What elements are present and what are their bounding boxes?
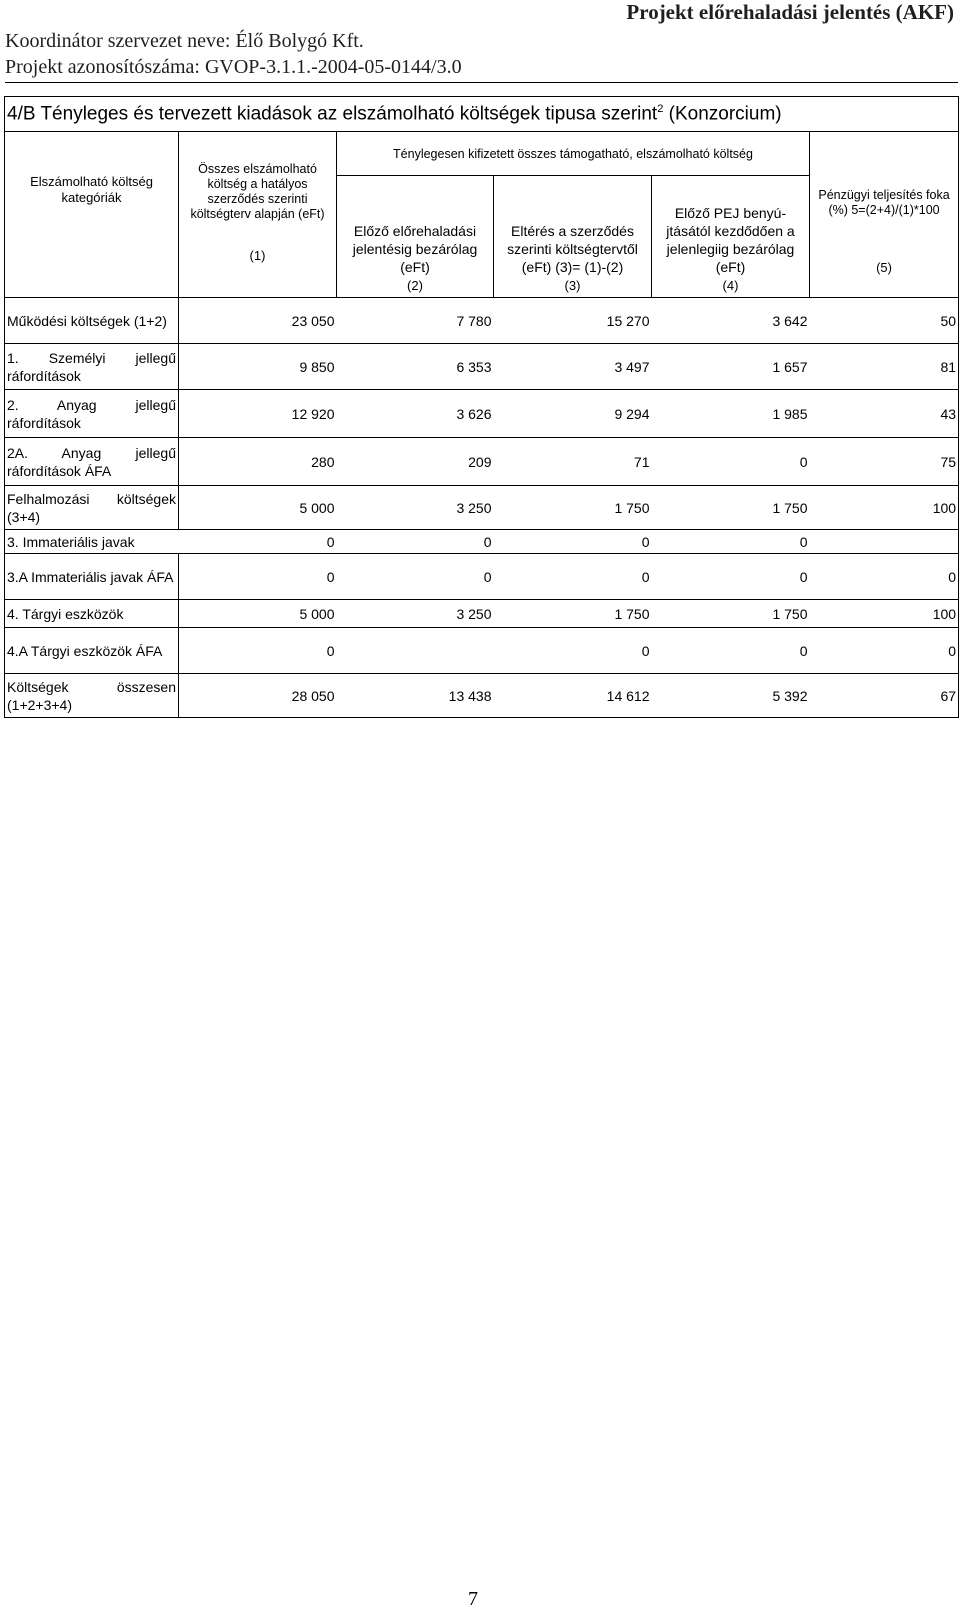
project-line: Projekt azonosítószáma: GVOP-3.1.1.-2004-05-0144/3.0 [5, 56, 462, 78]
row-label: Költségek összesen (1+2+3+4) [5, 674, 179, 718]
table-row: 1. Személyi jellegű ráfordítások 9 850 6 353 3 497 1 657 81 [5, 344, 959, 390]
header-col-4-num: (4) [652, 276, 810, 298]
header-category: Elszámolható költség kategóriák [5, 132, 179, 298]
header-divider [5, 82, 958, 83]
report-title: Projekt előrehaladási jelentés (AKF) [626, 0, 954, 24]
header-col-1: Összes elszámolható költség a hatályos szerződés szerinti költségterv alapján (eFt) (1) [179, 132, 337, 298]
header-col-5: Pénzügyi teljesítés foka (%) 5=(2+4)/(1)*100 (5) [810, 132, 959, 298]
header-col-2: Előző előrehaladási jelentésig bezárólag (eFt) [337, 176, 494, 276]
table-row: 3. Immateriális javak 0 0 0 0 [5, 530, 959, 554]
row-label: Működési költségek (1+2) [5, 298, 179, 344]
header-col-3: Eltérés a szerződés szerinti költségtervtől (eFt) (3)= (1)-(2) [494, 176, 652, 276]
header-col-4: Előző PEJ benyú-jtásától kezdődően a jelenlegiig bezárólag (eFt) [652, 176, 810, 276]
table-row: 4.A Tárgyi eszközök ÁFA 0 0 0 0 [5, 628, 959, 674]
row-label: 1. Személyi jellegű ráfordítások [5, 344, 179, 390]
page-number: 7 [468, 1588, 478, 1610]
table-row: Felhalmozási költségek (3+4) 5 000 3 250 1 750 1 750 100 [5, 486, 959, 530]
document-header [5, 28, 462, 80]
table-title: 4/B Tényleges és tervezett kiadások az elszámolható költségek tipusa szerint$^2$ (Konzorcium) [5, 97, 959, 132]
row-label: 3. Immateriális javak [5, 530, 179, 554]
header-group: Ténylegesen kifizetett összes támogatható, elszámolható költség [337, 132, 810, 176]
org-line: Koordinátor szervezet neve: Élő Bolygó Kft. [5, 30, 364, 52]
table-row: Költségek összesen (1+2+3+4) 28 050 13 438 14 612 5 392 67 [5, 674, 959, 718]
table-row: Működési költségek (1+2) 23 050 7 780 15 270 3 642 50 [5, 298, 959, 344]
row-label: Felhalmozási költségek (3+4) [5, 486, 179, 530]
header-col-3-num: (3) [494, 276, 652, 298]
row-label: 2A. Anyag jellegű ráfordítások ÁFA [5, 438, 179, 486]
row-label: 4. Tárgyi eszközök [5, 600, 179, 628]
table-row: 2. Anyag jellegű ráfordítások 12 920 3 626 9 294 1 985 43 [5, 390, 959, 438]
table-row: 3.A Immateriális javak ÁFA 0 0 0 0 0 [5, 554, 959, 600]
row-label: 4.A Tárgyi eszközök ÁFA [5, 628, 179, 674]
cost-table [4, 96, 959, 718]
table-row: 2A. Anyag jellegű ráfordítások ÁFA 280 209 71 0 75 [5, 438, 959, 486]
row-label: 2. Anyag jellegű ráfordítások [5, 390, 179, 438]
row-label: 3.A Immateriális javak ÁFA [5, 554, 179, 600]
table-row: 4. Tárgyi eszközök 5 000 3 250 1 750 1 750 100 [5, 600, 959, 628]
header-col-2-num: (2) [337, 276, 494, 298]
